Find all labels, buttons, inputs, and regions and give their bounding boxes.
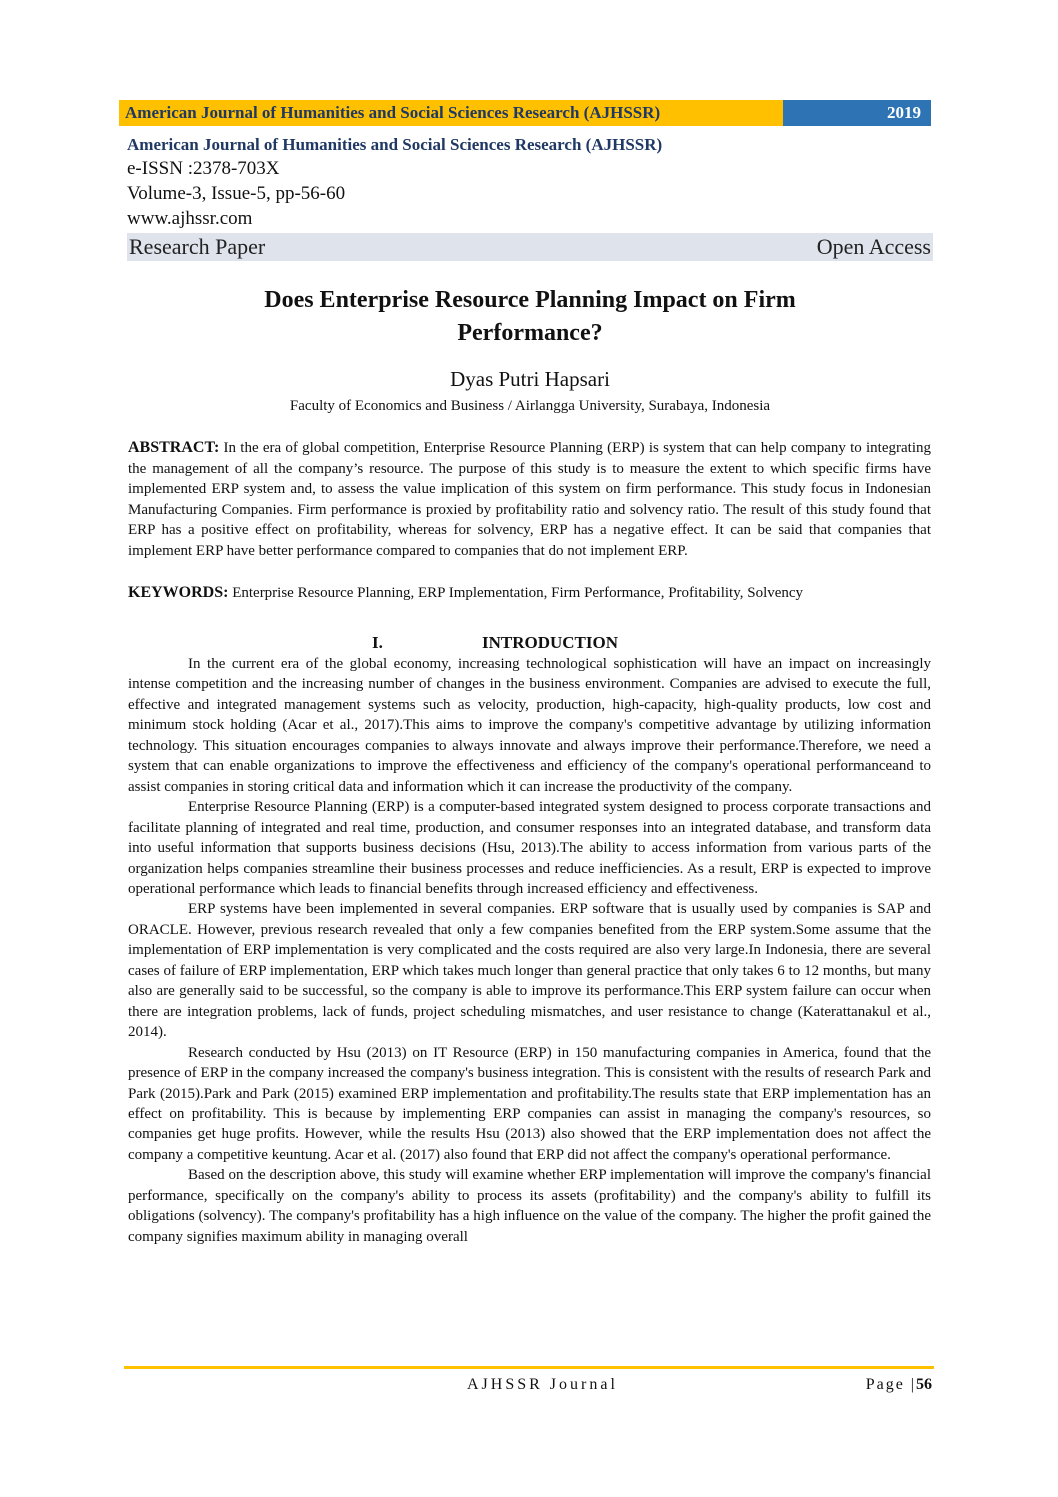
author-affiliation: Faculty of Economics and Business / Airlangga University, Surabaya, Indonesia (289, 398, 771, 414)
body-paragraph: Research conducted by Hsu (2013) on IT Resource (ERP) in 150 manufacturing companies in America, found that the presence of ERP in the company increased the company's business integration. This is consistent with the results of research Park and Park (2015).Park and Park (2015) examined ERP implementation and profitability.The results state that ERP implementation has an effect on profitability. This is because by implementing ERP companies can assist in managing the company's resources, so companies get huge profits. However, while the results Hsu (2013) also showed that the ERP implementation does not affect the company a competitive keuntung. Acar et al. (2017) also found that ERP did not affect the company's operational performance. (128, 1044, 931, 1163)
abstract-label: ABSTRACT: (128, 439, 220, 456)
abstract-text: In the era of global competition, Enterprise Resource Planning (ERP) is system that can help company to integrating the management of all the company’s resource. The purpose of this study is to measure the extent to which specific firms have implemented ERP system and, to assess the value implication of this system on firm performance. This study focus in Indonesian Manufacturing Companies. Firm performance is proxied by profitability ratio and solvency ratio. The result of this study found that ERP has a positive effect on profitability, whereas for solvency, ERP has a negative effect. It can be said that companies that implement ERP have better performance compared to companies that do not implement ERP. (128, 440, 931, 559)
keywords (128, 583, 931, 603)
author-name: Dyas Putri Hapsari (450, 367, 610, 391)
body-paragraph: ERP systems have been implemented in several companies. ERP software that is usually used by companies is SAP and ORACLE. However, previous research revealed that only a few companies benefited from the ERP system.Some assume that the implementation of ERP implementation is very complicated and the costs required are also very large.In Indonesia, there are several cases of failure of ERP implementation, ERP which takes much longer than general practice that only takes 6 to 12 months, but many also are generally said to be successful, so the company is able to improve its performance.This ERP system failure can occur when there are integration problems, lack of funds, project scheduling mismatches, and user resistance to change (Katerattanakul et al., 2014). (128, 901, 931, 1041)
abstract (128, 438, 931, 561)
keywords-text: Enterprise Resource Planning, ERP Implementation, Firm Performance, Profitability, Solvency (228, 585, 804, 601)
journal-header-bar (119, 100, 931, 126)
paper-title-line-1: Does Enterprise Resource Planning Impact on Firm (264, 287, 796, 313)
body-paragraph: In the current era of the global economy, increasing technological sophistication will have an impact on increasingly intense competition and the increasing number of changes in the business environment. Companies are advised to execute the full, effective and integrated management systems such as velocity, production, high-capacity, high-quality products, low cost and minimum stock holding (Acar et al., 2017).This aims to improve the company's competitive advantage by utilizing information technology. This situation encourages companies to always innovate and always improve their performance.Therefore, we need a system that can enable organizations to improve the effectiveness and efficiency of the company's operational performanceand to assist companies in storing critical data and information which it can increase the productivity of the company. (128, 656, 931, 795)
volume-issue: Volume-3, Issue-5, pp-56-60 (127, 183, 346, 204)
page-number: 56 (916, 1376, 932, 1393)
paper-type: Research Paper (129, 234, 266, 259)
paper-type-bar (127, 233, 933, 261)
body-paragraph: Based on the description above, this study will examine whether ERP implementation will improve the company's financial performance, specifically on the company's ability to process its assets (profitability) and the company's ability to fulfill its obligations (solvency). The company's profitability has a high influence on the value of the company. The higher the profit gained the company signifies maximum ability in managing overall (128, 1167, 931, 1245)
journal-name: American Journal of Humanities and Social Sciences Research (AJHSSR) (127, 135, 663, 154)
body-paragraph: Enterprise Resource Planning (ERP) is a computer-based integrated system designed to process corporate transactions and facilitate planning of integrated and real time, production, and consumer responses into an integrated database, and transform data into useful information that supports business decisions (Hsu, 2013).The ability to access information from various parts of the organization helps companies streamline their business processes and reduce inefficiencies. As a result, ERP is expected to improve operational performance which leads to financial benefits through increased efficiency and effectiveness. (128, 799, 931, 897)
footer-page (866, 1375, 932, 1395)
section-number: I. (372, 633, 383, 652)
introduction-body (128, 654, 931, 1247)
journal-metadata (127, 134, 933, 261)
keywords-label: KEYWORDS: (128, 584, 229, 601)
section-title: INTRODUCTION (482, 633, 619, 652)
paper-title-line-2: Performance? (457, 320, 603, 346)
footer-journal: AJHSSR Journal (467, 1376, 618, 1393)
section-heading (372, 632, 692, 654)
journal-header-year: 2019 (783, 100, 931, 126)
journal-header-title: American Journal of Humanities and Social Sciences Research (AJHSSR) (119, 100, 783, 126)
paper-title (127, 284, 933, 350)
access-type: Open Access (816, 234, 931, 259)
website-link[interactable]: www.ajhssr.com (127, 208, 253, 229)
page-label: Page | (865, 1376, 916, 1393)
footer-divider (124, 1366, 934, 1369)
issn: e-ISSN :2378-703X (127, 158, 280, 179)
